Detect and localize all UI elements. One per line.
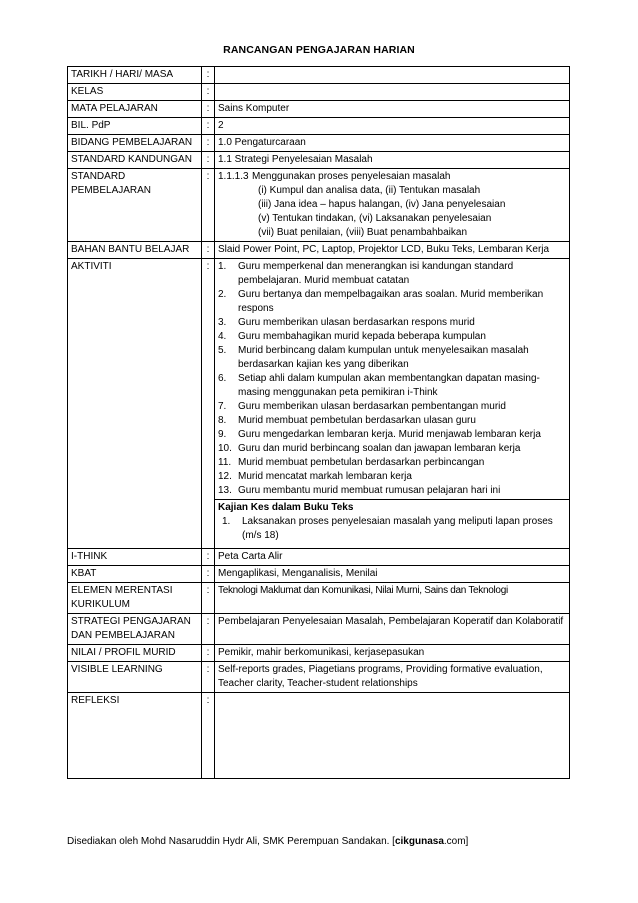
standard-item: (vii) Buat penilaian, (viii) Buat penambahbaikan [258, 227, 468, 238]
item-text: Guru mengedarkan lembaran kerja. Murid menjawab lembaran kerja [238, 429, 541, 440]
colon: : [202, 135, 215, 152]
colon: : [202, 152, 215, 169]
item-number: 8. [218, 415, 227, 426]
colon: : [202, 242, 215, 259]
value-ithink: Peta Carta Alir [215, 549, 570, 566]
value-elemen: Teknologi Maklumat dan Komunikasi, Nilai Murni, Sains dan Teknologi [215, 583, 570, 614]
standard-item: (iii) Jana idea – hapus halangan, (iv) Jana penyelesaian [258, 199, 506, 210]
item-number: 1. [222, 516, 231, 527]
label-visible-learning: VISIBLE LEARNING [68, 662, 202, 693]
label-bidang: BIDANG PEMBELAJARAN [68, 135, 202, 152]
standard-item: (i) Kumpul dan analisa data, (ii) Tentukan masalah [258, 185, 481, 196]
colon: : [202, 566, 215, 583]
standard-item: (v) Tentukan tindakan, (vi) Laksanakan penyelesaian [258, 213, 492, 224]
row-ithink [68, 549, 570, 566]
item-text: Guru memberikan ulasan berdasarkan pembentangan murid [238, 401, 506, 412]
item-number: 3. [218, 317, 227, 328]
row-mata-pelajaran [68, 101, 570, 118]
colon: : [202, 101, 215, 118]
item-number: 6. [218, 373, 227, 384]
item-text: Murid membuat pembetulan berdasarkan ulasan guru [238, 415, 476, 426]
kajian-steps [218, 515, 566, 543]
value-bahan: Slaid Power Point, PC, Laptop, Projektor LCD, Buku Teks, Lembaran Kerja [215, 242, 570, 259]
colon: : [202, 67, 215, 84]
value-bidang: 1.0 Pengaturcaraan [215, 135, 570, 152]
colon: : [202, 118, 215, 135]
row-bil-pdp [68, 118, 570, 135]
colon: : [202, 693, 215, 779]
row-strategi [68, 614, 570, 645]
standard-code: 1.1.1.3 [218, 171, 249, 182]
row-refleksi [68, 693, 570, 779]
list-item [222, 515, 566, 543]
row-bidang [68, 135, 570, 152]
footer-prefix: Disediakan oleh Mohd Nasaruddin Hydr Ali, SMK Perempuan Sandakan. [ [67, 836, 395, 847]
item-text: Guru bertanya dan mempelbagaikan aras soalan. Murid memberikan respons [238, 289, 544, 314]
list-item [218, 428, 566, 442]
footer-brand: cikgunasa [394, 836, 444, 847]
item-number: 12. [218, 471, 232, 482]
label-standard-kandungan: STANDARD KANDUNGAN [68, 152, 202, 169]
label-refleksi: REFLEKSI [68, 693, 202, 779]
row-visible-learning [68, 662, 570, 693]
item-text: Murid berbincang dalam kumpulan untuk menyelesaikan masalah berdasarkan kajian kes yang diberikan [238, 345, 529, 370]
list-item [218, 400, 566, 414]
label-ithink: I-THINK [68, 549, 202, 566]
value-mata-pelajaran: Sains Komputer [215, 101, 570, 118]
colon: : [202, 259, 215, 549]
list-item [218, 372, 566, 400]
colon: : [202, 169, 215, 242]
list-item [218, 442, 566, 456]
list-item [218, 414, 566, 428]
standard-heading: Menggunakan proses penyelesaian masalah [252, 171, 451, 182]
kajian-title: Kajian Kes dalam Buku Teks [218, 502, 354, 513]
item-number: 13. [218, 485, 232, 496]
list-item [218, 288, 566, 316]
row-bahan [68, 242, 570, 259]
list-item [218, 316, 566, 330]
item-number: 2. [218, 289, 227, 300]
lesson-plan-table [67, 66, 570, 779]
list-item [218, 470, 566, 484]
value-kbat: Mengaplikasi, Menganalisis, Menilai [215, 566, 570, 583]
row-tarikh [68, 67, 570, 84]
label-kelas: KELAS [68, 84, 202, 101]
item-number: 11. [218, 457, 232, 468]
value-bil-pdp: 2 [215, 118, 570, 135]
activity-steps [218, 260, 566, 498]
item-number: 1. [218, 261, 227, 272]
label-standard-pembelajaran: STANDARD PEMBELAJARAN [68, 169, 202, 242]
colon: : [202, 662, 215, 693]
item-text: Laksanakan proses penyelesaian masalah yang meliputi lapan proses (m/s 18) [242, 516, 553, 541]
value-tarikh [215, 67, 570, 84]
item-number: 9. [218, 429, 227, 440]
list-item [218, 330, 566, 344]
label-bahan: BAHAN BANTU BELAJAR [68, 242, 202, 259]
colon: : [202, 614, 215, 645]
footer-credit [67, 836, 468, 847]
colon: : [202, 645, 215, 662]
row-nilai [68, 645, 570, 662]
label-aktiviti: AKTIVITI [68, 259, 202, 549]
item-text: Guru membantu murid membuat rumusan pelajaran hari ini [238, 485, 501, 496]
colon: : [202, 583, 215, 614]
row-kelas [68, 84, 570, 101]
value-aktiviti [215, 259, 570, 500]
row-aktiviti [68, 259, 570, 500]
item-text: Guru membahagikan murid kepada beberapa kumpulan [238, 331, 486, 342]
value-standard-kandungan: 1.1 Strategi Penyelesaian Masalah [215, 152, 570, 169]
item-text: Murid mencatat markah lembaran kerja [238, 471, 412, 482]
label-tarikh: TARIKH / HARI/ MASA [68, 67, 202, 84]
page-title: RANCANGAN PENGAJARAN HARIAN [223, 44, 415, 56]
item-number: 4. [218, 331, 227, 342]
value-kelas [215, 84, 570, 101]
label-nilai: NILAI / PROFIL MURID [68, 645, 202, 662]
list-item [218, 456, 566, 470]
row-kbat [68, 566, 570, 583]
row-elemen [68, 583, 570, 614]
label-kbat: KBAT [68, 566, 202, 583]
item-text: Guru dan murid berbincang soalan dan jawapan lembaran kerja [238, 443, 521, 454]
item-number: 7. [218, 401, 227, 412]
list-item [218, 344, 566, 372]
label-strategi: STRATEGI PENGAJARAN DAN PEMBELAJARAN [68, 614, 202, 645]
label-elemen: ELEMEN MERENTASI KURIKULUM [68, 583, 202, 614]
list-item [218, 484, 566, 498]
item-text: Murid membuat pembetulan berdasarkan perbincangan [238, 457, 485, 468]
row-standard-pembelajaran [68, 169, 570, 242]
list-item [218, 260, 566, 288]
value-visible-learning: Self-reports grades, Piagetians programs, Providing formative evaluation, Teacher clarity, Teacher-student relationships [215, 662, 570, 693]
item-text: Setiap ahli dalam kumpulan akan membentangkan dapatan masing-masing menggunakan peta pemikiran i-Think [238, 373, 540, 398]
colon: : [202, 549, 215, 566]
value-kajian [215, 500, 570, 549]
label-bil-pdp: BIL. PdP [68, 118, 202, 135]
item-text: Guru memberikan ulasan berdasarkan respons murid [238, 317, 475, 328]
footer-suffix: .com] [443, 836, 469, 847]
item-number: 10. [218, 443, 232, 454]
colon: : [202, 84, 215, 101]
value-refleksi [215, 693, 570, 779]
value-standard-pembelajaran [215, 169, 570, 242]
value-strategi: Pembelajaran Penyelesaian Masalah, Pembelajaran Koperatif dan Kolaboratif [215, 614, 570, 645]
label-mata-pelajaran: MATA PELAJARAN [68, 101, 202, 118]
value-nilai: Pemikir, mahir berkomunikasi, kerjasepasukan [215, 645, 570, 662]
item-number: 5. [218, 345, 227, 356]
row-standard-kandungan [68, 152, 570, 169]
item-text: Guru memperkenal dan menerangkan isi kandungan standard pembelajaran. Murid membuat catatan [238, 261, 514, 286]
